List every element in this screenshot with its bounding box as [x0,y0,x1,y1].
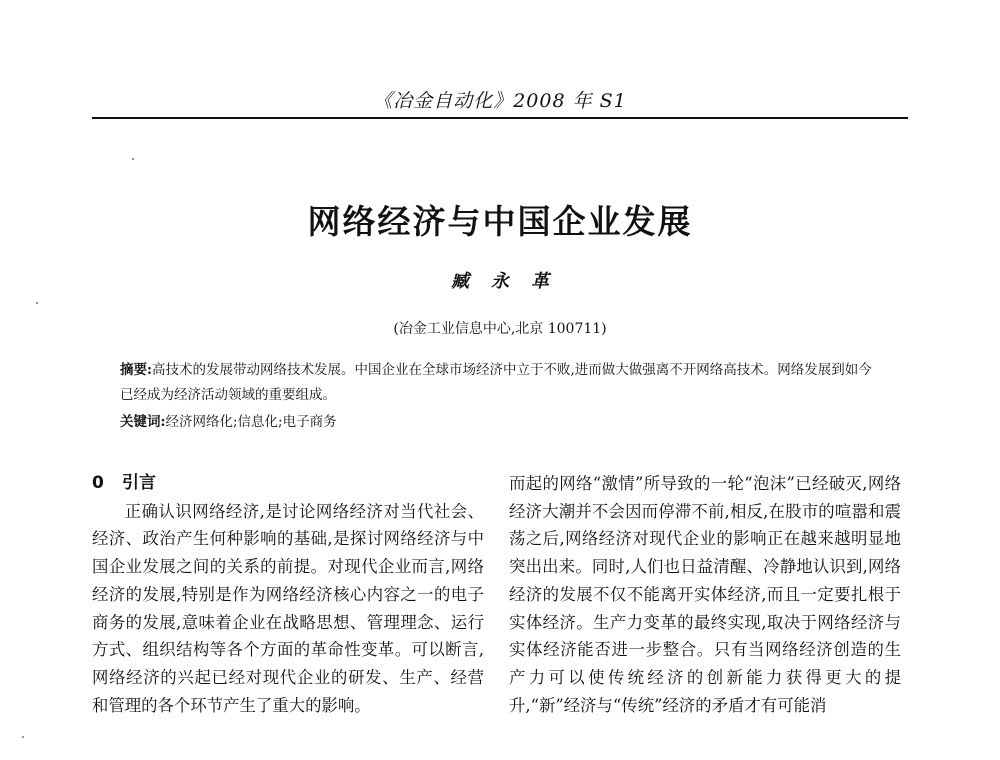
right-column [509,470,901,719]
section-heading [92,470,484,498]
left-column [92,470,484,719]
abstract [120,358,880,408]
intro-paragraph: 正确认识网络经济,是讨论网络经济对当代社会、经济、政治产生何种影响的基础,是探讨网络经济与中国企业发展之间的关系的前提。对现代企业而言,网络经济的发展,特别是作为网络经济核心内容之一的电子商务的发展,意味着企业在战略思想、管理理念、运行方式、组织结构等各个方面的革命性变革。可以断言,网络经济的兴起已经对现代企业的研发、生产、经营和管理的各个环节产生了重大的影响。 [92,501,484,715]
keywords [120,410,880,435]
paper-title: 网络经济与中国企业发展 [307,202,693,241]
abstract-label: 摘要: [120,362,152,378]
section-title: 引言 [122,473,156,493]
scan-speck [36,302,38,304]
author-name: 臧永革 [451,271,571,292]
author-affiliation: (冶金工业信息中心,北京 100711) [393,321,607,337]
section-number: 0 [92,473,104,493]
scan-speck [22,736,24,738]
keywords-text: 经济网络化;信息化;电子商务 [165,414,337,430]
keywords-label: 关键词: [120,414,166,430]
scan-speck [132,158,134,160]
header-rule [92,117,908,119]
journal-header: 《冶金自动化》2008 年 S1 [373,90,627,112]
continued-paragraph: 而起的网络“激情”所导致的一轮“泡沫”已经破灭,网络经济大潮并不会因而停滞不前,相反,在股市的喧嚣和震荡之后,网络经济对现代企业的影响正在越来越明显地突出出来。同时,人们也日益清醒、冷静地认识到,网络经济的发展不仅不能离开实体经济,而且一定要扎根于实体经济。生产力变革的最终实现,取决于网络经济与实体经济能否进一步整合。只有当网络经济创造的生产力可以使传统经济的创新能力获得更大的提升,“新”经济与“传统”经济的矛盾才有可能消 [509,474,901,715]
abstract-text: 高技术的发展带动网络技术发展。中国企业在全球市场经济中立于不败,进而做大做强离不开网络高技术。网络发展到如今已经成为经济活动领域的重要组成。 [120,362,872,403]
